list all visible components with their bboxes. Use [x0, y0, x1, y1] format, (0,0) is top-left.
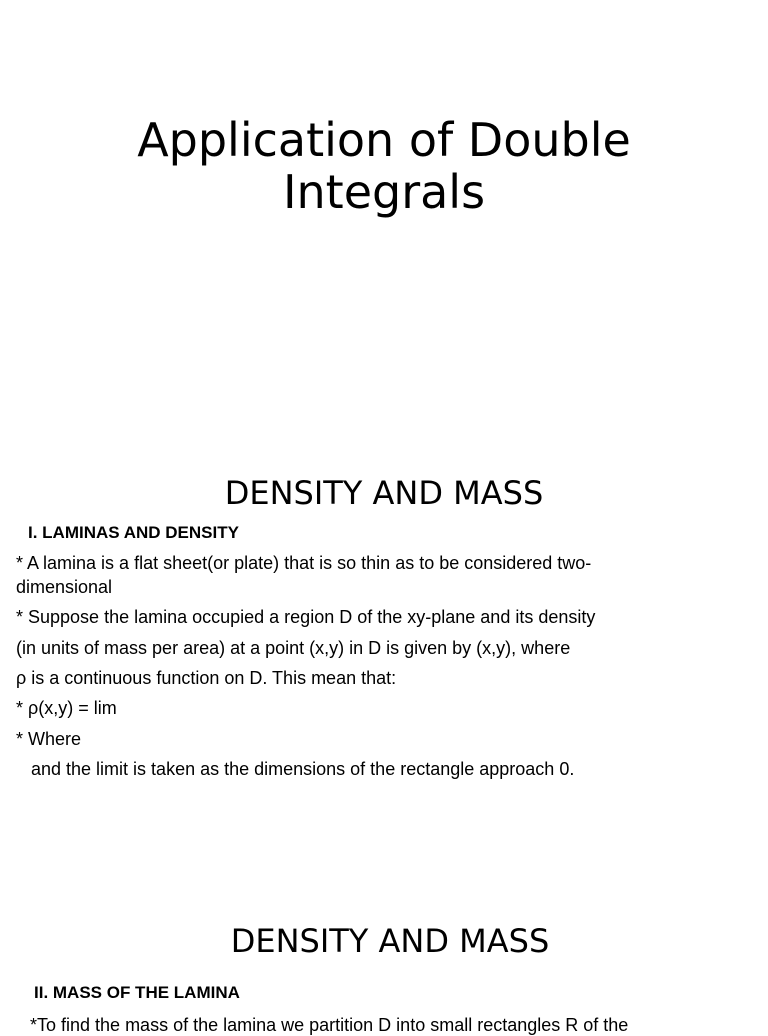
- body-line-partial: *To find the mass of the lamina we partition D into small rectangles R of the: [30, 1015, 629, 1035]
- subheading-mass: II. MASS OF THE LAMINA: [34, 983, 240, 1002]
- body-line-5: ρ is a continuous function on D. This mean that:: [16, 668, 397, 688]
- slide-title-line-2: Integrals: [282, 165, 486, 219]
- subheading-laminas: I. LAMINAS AND DENSITY: [28, 523, 239, 542]
- body-line-1: * A lamina is a flat sheet(or plate) that is so thin as to be considered two-: [16, 553, 592, 573]
- slide-title-line-1: Application of Double: [137, 113, 631, 167]
- body-line-4: (in units of mass per area) at a point (x,y) in D is given by (x,y), where: [16, 638, 571, 658]
- body-line-3: * Suppose the lamina occupied a region D of the xy-plane and its density: [16, 607, 596, 627]
- section-heading-1: DENSITY AND MASS: [224, 474, 544, 512]
- body-line-8: and the limit is taken as the dimensions of the rectangle approach 0.: [16, 759, 575, 779]
- section-heading-2: DENSITY AND MASS: [230, 922, 550, 960]
- body-line-7: * Where: [16, 729, 82, 749]
- body-line-6: * ρ(x,y) = lim: [16, 698, 117, 718]
- body-line-2: dimensional: [16, 577, 113, 597]
